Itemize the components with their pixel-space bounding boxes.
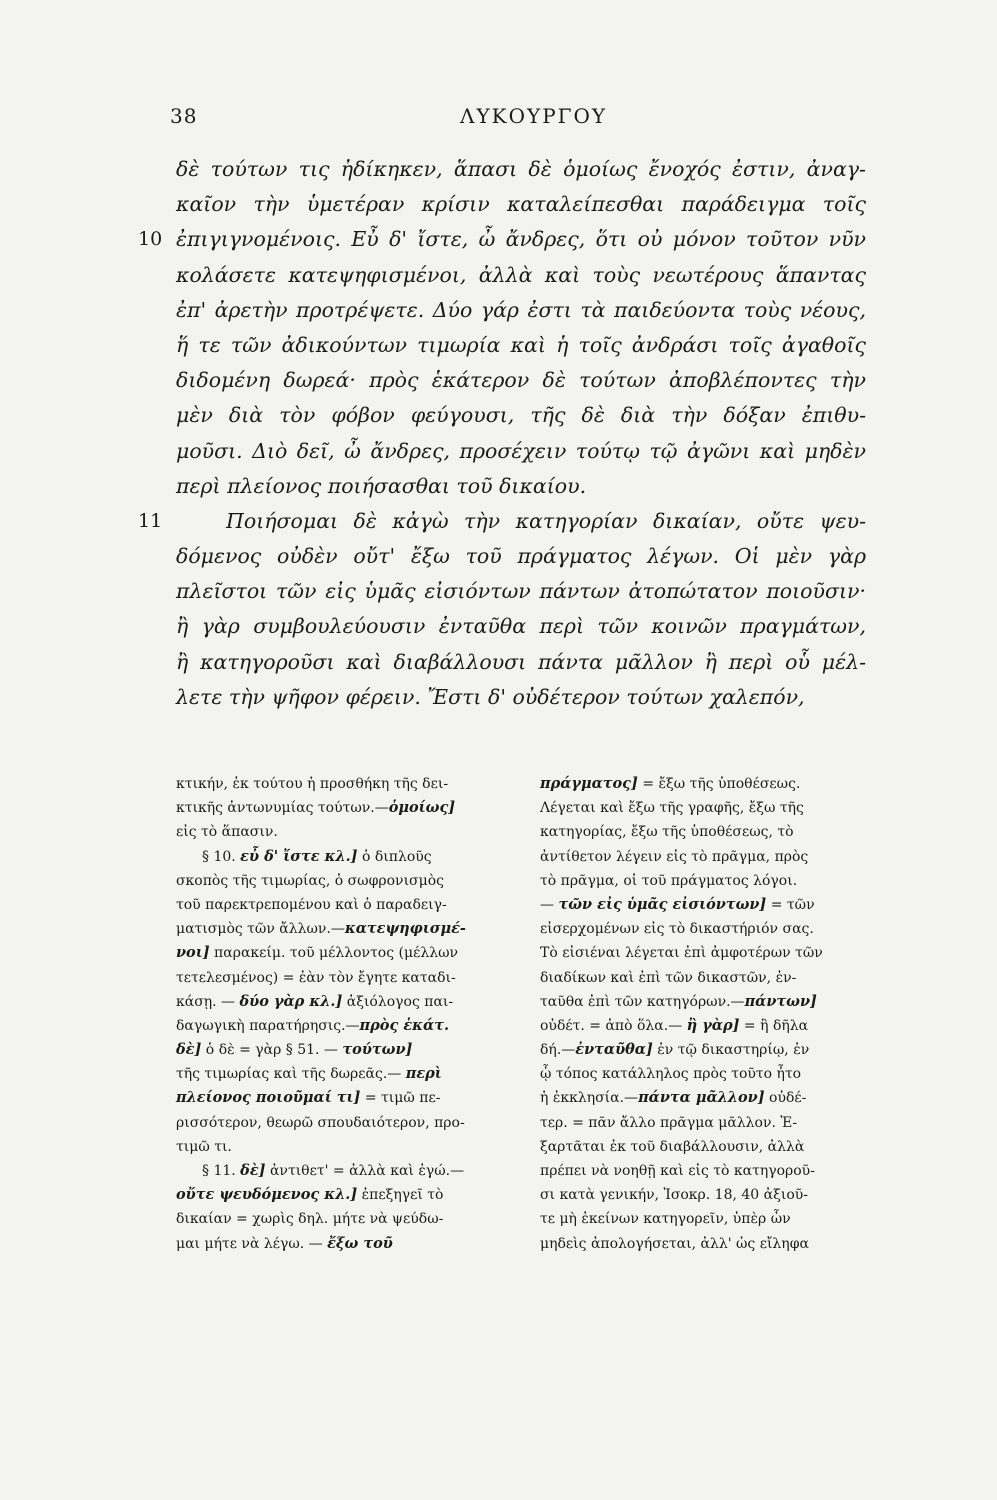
commentary-text: Τὸ εἰσιέναι λέγεται ἐπὶ ἀμφοτέρων τῶν [540,945,823,962]
main-text-line [176,258,866,293]
commentary-line [176,796,516,820]
commentary-text: παρακείμ. τοῦ μέλλοντος (μέλλων [209,945,459,962]
page-number: 38 [170,104,198,128]
commentary-right-column [540,772,870,1256]
commentary-line [176,966,516,990]
lemma: τούτων] [342,1041,413,1059]
commentary-text: κτικήν, ἐκ τούτου ἡ προσθήκη τῆς δει- [176,776,449,792]
main-text-line [176,434,866,469]
commentary-text: = τῶν [766,896,815,913]
commentary-line [176,1183,516,1207]
commentary-text: δή.— [540,1042,576,1059]
main-text-line [176,293,866,328]
main-text-content: κολάσετε κατεψηφισμένοι, ἀλλὰ καὶ τοὺς νεωτέρους ἅπαντας [176,262,866,287]
main-text-content: ἐπ' ἀρετὴν προτρέψετε. Δύο γάρ ἐστι τὰ παιδεύοντα τοὺς νέους, [176,297,866,322]
commentary-text: διαδίκων καὶ ἐπὶ τῶν δικαστῶν, ἐν- [540,969,797,986]
commentary-line [540,1135,870,1159]
lemma: πάντων] [744,992,817,1010]
main-text-content: πλεῖστοι τῶν εἰς ὑμᾶς εἰσιόντων πάντων ἀτοπώτατον ποιοῦσιν· [176,579,866,604]
main-text-content: λετε τὴν ψῆφον φέρειν. Ἔστι δ' οὐδέτερον τούτων χαλεπόν, [176,684,805,709]
commentary-text: ᾧ τόπος κατάλληλος πρὸς τοῦτο ἦτο [540,1066,802,1083]
commentary-text: δικαίαν = χωρὶς δηλ. μήτε νὰ ψεύδω- [176,1211,444,1228]
main-text-line [138,504,866,539]
main-text-line [176,539,866,574]
main-text-content: δόμενος οὐδὲν οὔτ' ἔξω τοῦ πράγματος λέγων. Οἱ μὲν γὰρ [176,544,866,569]
commentary-text: = ἔξω τῆς ὑποθέσεως. [637,776,801,792]
commentary-line [540,845,870,869]
commentary-text: ἀξιόλογος παι- [342,993,454,1010]
lemma: περὶ [405,1065,442,1083]
commentary-line [540,1232,870,1256]
main-text-line [176,328,866,363]
commentary-text: τοῦ παρεκτρεπομένου καὶ ὁ παραδειγ- [176,896,447,913]
commentary-text: μαι μήτε νὰ λέγω. — [176,1235,328,1252]
commentary-text: ἐν τῷ δικαστηρίῳ, ἐν [652,1042,810,1059]
commentary-line [540,1207,870,1231]
commentary-line [176,1086,516,1110]
commentary-text: οὐδέ- [764,1090,807,1107]
commentary-text: σκοπὸς τῆς τιμωρίας, ὁ σωφρονισμὸς [176,872,444,889]
commentary-line [540,1086,870,1110]
commentary-line [176,1014,516,1038]
main-text-content: μὲν διὰ τὸν φόβον φεύγουσι, τῆς δὲ διὰ τὴν δόξαν ἐπιθυ- [176,403,866,428]
main-text-content: δὲ τούτων τις ἠδίκηκεν, ἅπασι δὲ ὁμοίως ἔνοχός ἐστιν, ἀναγ- [176,157,866,181]
main-text-content: ἥ τε τῶν ἀδικούντων τιμωρία καὶ ἡ τοῖς ἀνδράσι τοῖς ἀγαθοῖς [176,332,866,357]
commentary-text: τετελεσμένος) = ἐὰν τὸν ἔγητε καταδι- [176,969,456,986]
commentary-line [540,1038,870,1062]
main-text-line [176,609,866,644]
commentary-text: ὁ δὲ = γὰρ § 51. — [201,1042,343,1059]
lemma: ὁμοίως] [388,799,456,817]
lemma: δύο γὰρ κλ.] [239,992,343,1010]
commentary-left-column [176,772,516,1256]
commentary-text: σι κατὰ γενικήν, Ἰσοκρ. 18, 40 ἀξιοῦ- [540,1187,808,1204]
commentary-line [540,990,870,1014]
main-text-content: μοῦσι. Διὸ δεῖ, ὦ ἄνδρες, προσέχειν τούτῳ τῷ ἀγῶνι καὶ μηδὲν [176,438,866,463]
commentary-text: τερ. = πᾶν ἄλλο πρᾶγμα μᾶλλον. Ἐ- [540,1114,798,1131]
commentary-text: τῆς τιμωρίας καὶ τῆς δωρεᾶς.— [176,1066,406,1083]
main-text-line [176,680,866,715]
commentary-line [540,1183,870,1207]
commentary-text: κάσῃ. — [176,993,240,1010]
commentary-text: κατηγορίας, ἔξω τῆς ὑποθέσεως, τὸ [540,824,794,841]
lemma: δὲ] [176,1041,202,1059]
main-text-line [176,398,866,433]
commentary-text: = τιμῶ πε- [360,1090,441,1107]
commentary-text: οὐδέτ. = ἀπὸ ὅλα.— [540,1017,687,1034]
commentary-text: ξαρτᾶται ἐκ τοῦ διαβάλλουσιν, ἀλλὰ [540,1138,805,1155]
main-text-content: Ποιήσομαι δὲ κἀγὼ τὴν κατηγορίαν δικαίαν, οὔτε ψευ- [226,508,866,533]
commentary-text: § 11. [202,1163,241,1179]
commentary-text: τὸ πρᾶγμα, οἱ τοῦ πράγματος λόγοι. [540,872,798,889]
main-text-line [176,363,866,398]
main-text [138,152,866,715]
commentary-text: = ἢ δῆλα [739,1017,809,1034]
commentary-text: εἰς τὸ ἅπασιν. [176,824,278,841]
commentary-line [176,1207,516,1231]
commentary-text: πρέπει νὰ νοηθῇ καὶ εἰς τὸ κατηγοροῦ- [540,1163,815,1179]
commentary-line [176,941,516,965]
commentary-text: ἀντίθετον λέγειν εἰς τὸ πρᾶγμα, πρὸς [540,848,809,865]
commentary-line [540,1111,870,1135]
commentary-line [176,820,516,844]
commentary-line [176,1159,516,1183]
commentary-text: δαγωγικὴ παρατήρησις.— [176,1017,360,1034]
commentary-line [176,893,516,917]
commentary-text: ματισμὸς τῶν ἄλλων.— [176,921,345,938]
commentary-text: ρισσότερον, θεωρῶ σπουδαιότερον, προ- [176,1114,465,1131]
commentary-line [540,1014,870,1038]
commentary-line [176,1232,516,1256]
line-number: 10 [138,228,163,251]
lemma: ἢ γὰρ] [686,1016,740,1034]
running-title: ΛΥΚΟΥΡΓΟΥ [460,104,608,128]
commentary-line [540,772,870,796]
main-text-content: ἢ γὰρ συμβουλεύουσιν ἐνταῦθα περὶ τῶν κοινῶν πραγμάτων, [176,614,866,639]
commentary-text: κτικῆς ἀντωνυμίας τούτων.— [176,800,389,817]
main-text-line [176,469,866,504]
commentary-line [176,869,516,893]
lemma: οὔτε ψευδόμενος κλ.] [176,1186,358,1204]
commentary-text: ἐπεξηγεῖ τὸ [357,1187,444,1204]
commentary-line [176,772,516,796]
main-text-line [176,574,866,609]
lemma: τῶν εἰς ὑμᾶς εἰσιόντων] [558,895,767,913]
lemma: πρὸς ἑκάτ. [359,1016,449,1034]
main-text-line [176,645,866,680]
commentary-line [540,893,870,917]
lemma: νοι] [176,944,210,962]
main-text-content: περὶ πλείονος ποιήσασθαι τοῦ δικαίου. [176,473,587,498]
commentary-line [540,1062,870,1086]
lemma: πάντα μᾶλλον] [638,1089,765,1107]
lemma: πράγματος] [540,775,638,792]
commentary-line [540,917,870,941]
lemma: ἔξω τοῦ [327,1234,393,1252]
main-text-content: ἢ κατηγοροῦσι καὶ διαβάλλουσι πάντα μᾶλλον ἢ περὶ οὗ μέλ- [176,649,866,674]
commentary-text: μηδεὶς ἀπολογήσεται, ἀλλ' ὡς εἴληφα [540,1235,809,1252]
lemma: δὲ] [240,1162,266,1179]
line-number: 11 [138,509,163,532]
lemma: κατεψηφισμέ- [344,920,466,938]
commentary-text: εἰσερχομένων εἰς τὸ δικαστήριόν σας. [540,921,814,938]
commentary-line [540,796,870,820]
commentary-line [540,1159,870,1183]
commentary-line [176,1111,516,1135]
commentary-text: ταῦθα ἐπὶ τῶν κατηγόρων.— [540,993,745,1010]
commentary-text: ἡ ἐκκλησία.— [540,1090,639,1107]
commentary-line [176,1038,516,1062]
lemma: εὖ δ' ἴστε κλ.] [240,847,358,865]
commentary-line [540,941,870,965]
commentary-line [540,966,870,990]
commentary-line [540,869,870,893]
main-text-line [176,187,866,222]
lemma: πλείονος ποιοῦμαί τι] [176,1089,361,1107]
commentary-text: — [540,896,559,913]
commentary-line [176,845,516,869]
main-text-line [138,222,866,257]
commentary-line [176,990,516,1014]
commentary-text: τιμῶ τι. [176,1138,232,1155]
commentary-line [176,917,516,941]
main-text-line [176,152,866,187]
commentary-text: § 10. [202,848,241,865]
main-text-content: διδομένη δωρεά· πρὸς ἑκάτερον δὲ τούτων ἀποβλέποντες τὴν [176,368,866,393]
main-text-content: ἐπιγιγνομένοις. Εὖ δ' ἴστε, ὦ ἄνδρες, ὅτι οὐ μόνον τοῦτον νῦν [176,227,866,252]
commentary-line [176,1062,516,1086]
commentary-text: τε μὴ ἐκείνων κατηγορεῖν, ὑπὲρ ὧν [540,1211,791,1228]
commentary-line [540,820,870,844]
commentary-line [176,1135,516,1159]
commentary-text: Λέγεται καὶ ἔξω τῆς γραφῆς, ἔξω τῆς [540,800,804,817]
commentary-text: ἀντιθετ' = ἀλλὰ καὶ ἐγώ.— [265,1163,465,1179]
commentary-text: ὁ διπλοῦς [357,848,432,865]
main-text-content: καῖον τὴν ὑμετέραν κρίσιν καταλείπεσθαι παράδειγμα τοῖς [176,192,866,217]
lemma: ἐνταῦθα] [575,1041,653,1059]
